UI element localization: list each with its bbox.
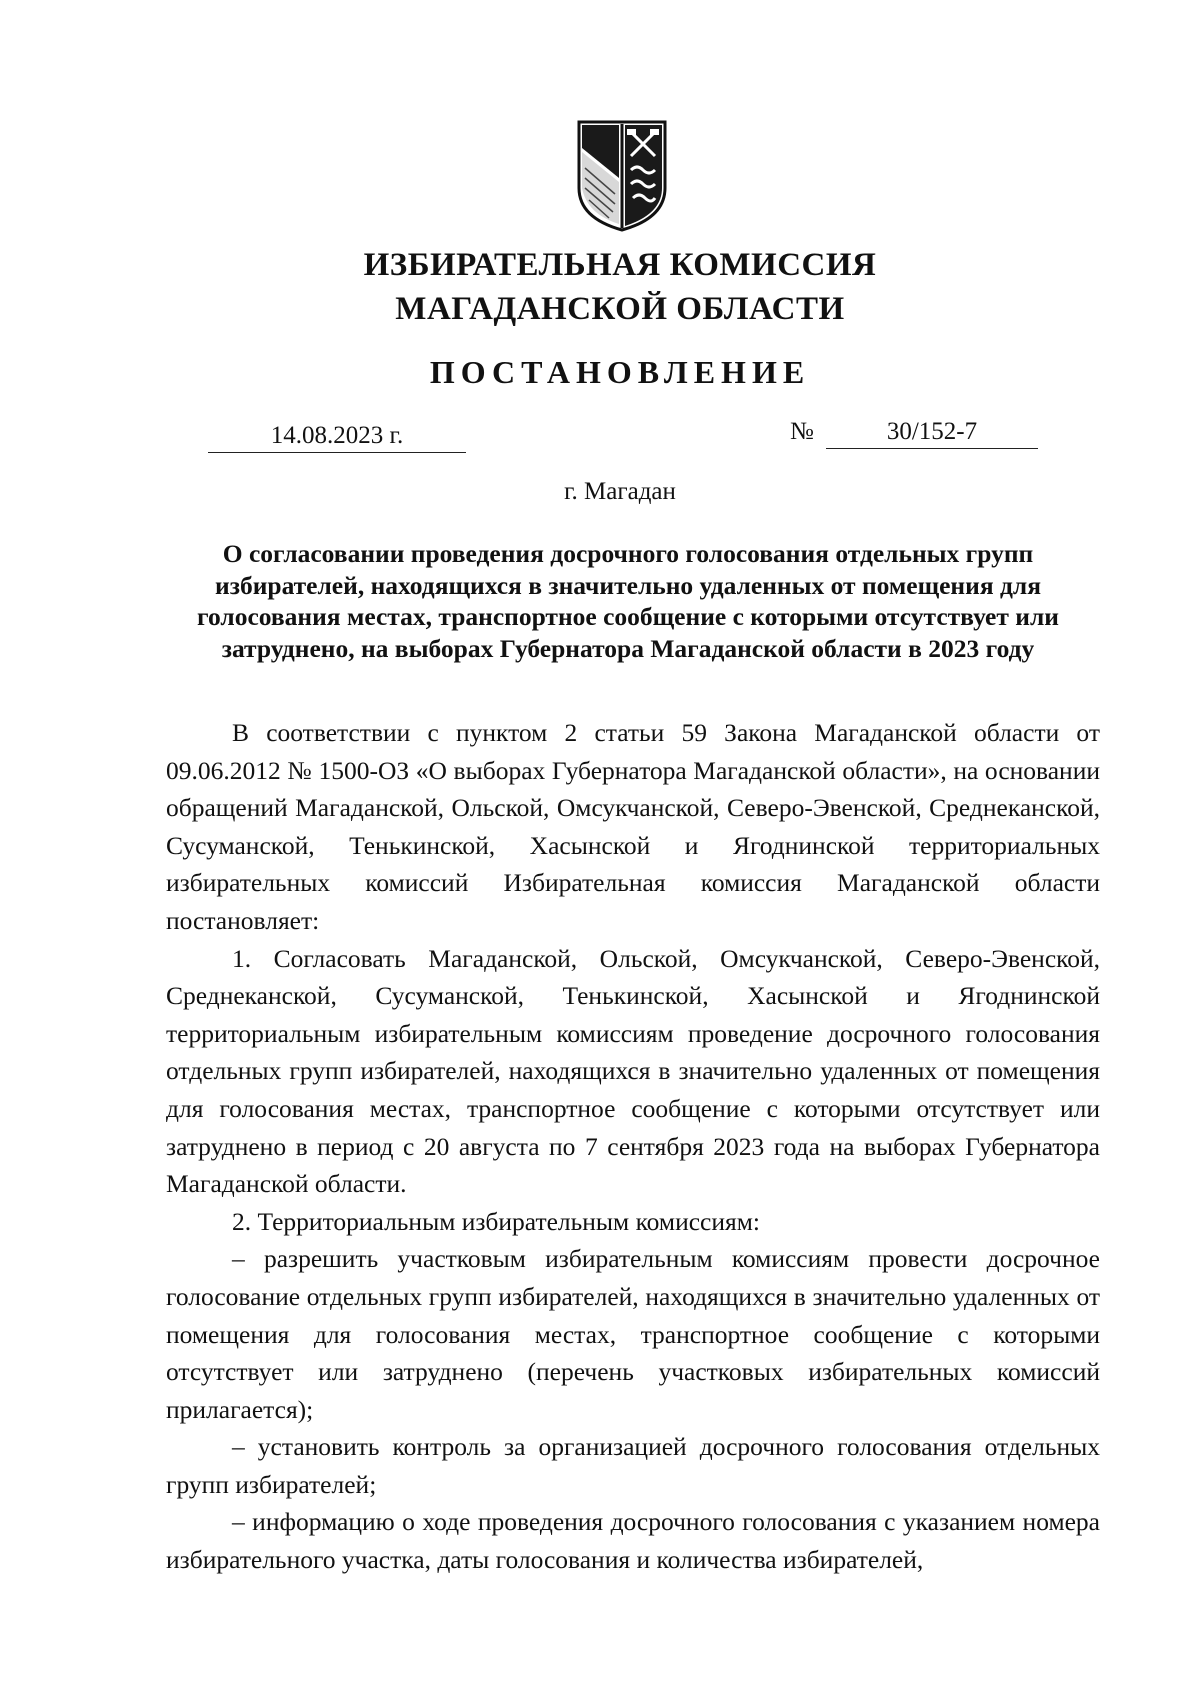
paragraph-item-2-bullet-3: – информацию о ходе проведения досрочного голосования с указанием номера избирательного участка, даты голосования и количества избирателей,: [166, 1507, 1100, 1575]
paragraph-item-2-bullet-2: – установить контроль за организацией досрочного голосования отдельных групп избирателей;: [166, 1432, 1100, 1499]
document-body: [166, 714, 1100, 1579]
paragraph-preamble: В соответствии с пунктом 2 статьи 59 Закона Магаданской области от 09.06.2012 № 1500-ОЗ «О выборах Губернатора Магаданской области», на основании обращений Магаданской, Ольской, Омсукчанской, Северо-Эвенской, Среднеканской, Сусуманской, Тенькинской, Хасынской и Ягоднинской территориальных избирательных комиссий Избирательная комиссия Магаданской области постановляет:: [166, 718, 1100, 935]
paragraph-item-2: 2. Территориальным избирательным комиссиям:: [232, 1206, 760, 1236]
paragraph-item-2-bullet-1: – разрешить участковым избирательным комиссиям провести досрочное голосование отдельных групп избирателей, находящихся в значительно удаленных от помещения для голосования местах, транспортное сообщение с которыми отсутствует или затруднено (перечень участковых избирательных комиссий прилагается);: [166, 1244, 1100, 1424]
document-number: 30/152-7: [826, 416, 1038, 449]
organization-title-line1: ИЗБИРАТЕЛЬНАЯ КОМИССИЯ: [363, 247, 877, 283]
paragraph-item-1: 1. Согласовать Магаданской, Ольской, Омсукчанской, Северо-Эвенской, Среднеканской, Сусуманской, Тенькинской, Хасынской и Ягоднинской территориальным избирательным комиссиям проведение досрочного голосования отдельных групп избирателей, находящихся в значительно удаленных от помещения для голосования местах, транспортное сообщение с которыми отсутствует или затруднено в период с 20 августа по 7 сентября 2023 года на выборах Губернатора Магаданской области.: [166, 943, 1100, 1199]
document-type: ПОСТАНОВЛЕНИЕ: [429, 354, 811, 390]
number-sign: №: [790, 418, 814, 445]
document-date: 14.08.2023 г.: [208, 420, 466, 453]
document-title: О согласовании проведения досрочного голосования отдельных групп избирателей, находящихся в значительно удаленных от помещения для голосования местах, транспортное сообщение с которыми отсутствует или затруднено, на выборах Губернатора Магаданской области в 2023 году: [197, 539, 1059, 663]
organization-title-line2: МАГАДАНСКОЙ ОБЛАСТИ: [395, 291, 845, 327]
city: г. Магадан: [564, 478, 676, 505]
coat-of-arms-icon: [575, 118, 669, 234]
